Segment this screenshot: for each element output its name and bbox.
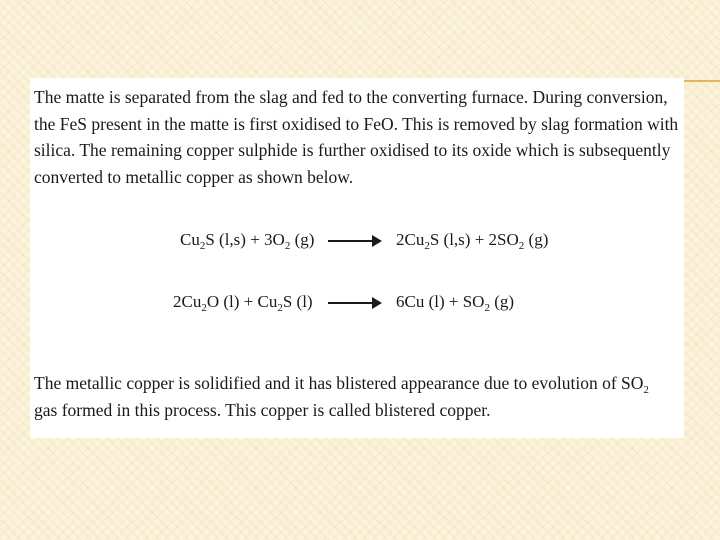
decorative-accent-line: [684, 80, 720, 82]
intro-paragraph: [34, 84, 682, 190]
paragraph-line: silica. The remaining copper sulphide is further oxidised to its oxide which is subsequently: [34, 140, 671, 160]
paragraph-line: gas formed in this process. This copper is called blistered copper.: [34, 399, 491, 420]
subscript: 2: [484, 302, 490, 314]
formula-text: O (l) + Cu: [206, 292, 278, 311]
subscript: 2: [277, 302, 283, 314]
paragraph-line: converted to metallic copper as shown below.: [34, 166, 354, 187]
subscript: 2: [284, 240, 291, 252]
formula-text: (g): [524, 230, 549, 249]
formula-text: Cu: [180, 230, 200, 249]
formula-text: (g): [489, 292, 515, 311]
paragraph-line: The matte is separated from the slag and fed to the converting furnace. During conversion,: [34, 87, 668, 107]
equation-2-products: [396, 292, 514, 312]
subscript: 2: [199, 240, 206, 252]
formula-text: S (l,s) + 3O: [205, 230, 285, 249]
paragraph-line: [34, 370, 682, 397]
formula-text: 2Cu: [396, 230, 425, 249]
equation-1-products: [396, 230, 548, 250]
subscript: 2: [643, 384, 649, 396]
subscript: 2: [201, 302, 207, 314]
paragraph-line: the FeS present in the matte is first oxidised to FeO. This is removed by slag formation with: [34, 113, 679, 134]
paragraph-text: The metallic copper is solidified and it has blistered appearance due to evolution of SO: [34, 373, 644, 393]
formula-text: S (l,s) + 2SO: [429, 230, 519, 249]
reaction-arrow-icon: [328, 240, 380, 242]
formula-text: 6Cu (l) + SO: [396, 292, 485, 311]
subscript: 2: [424, 240, 430, 252]
equation-2-reactants: [173, 292, 313, 312]
reaction-arrow-icon: [328, 302, 380, 304]
subscript: 2: [518, 240, 525, 252]
formula-text: 2Cu: [173, 292, 202, 311]
conclusion-paragraph: [34, 370, 682, 423]
equation-1-reactants: [180, 230, 314, 250]
formula-text: (g): [290, 230, 315, 249]
formula-text: S (l): [282, 292, 313, 311]
